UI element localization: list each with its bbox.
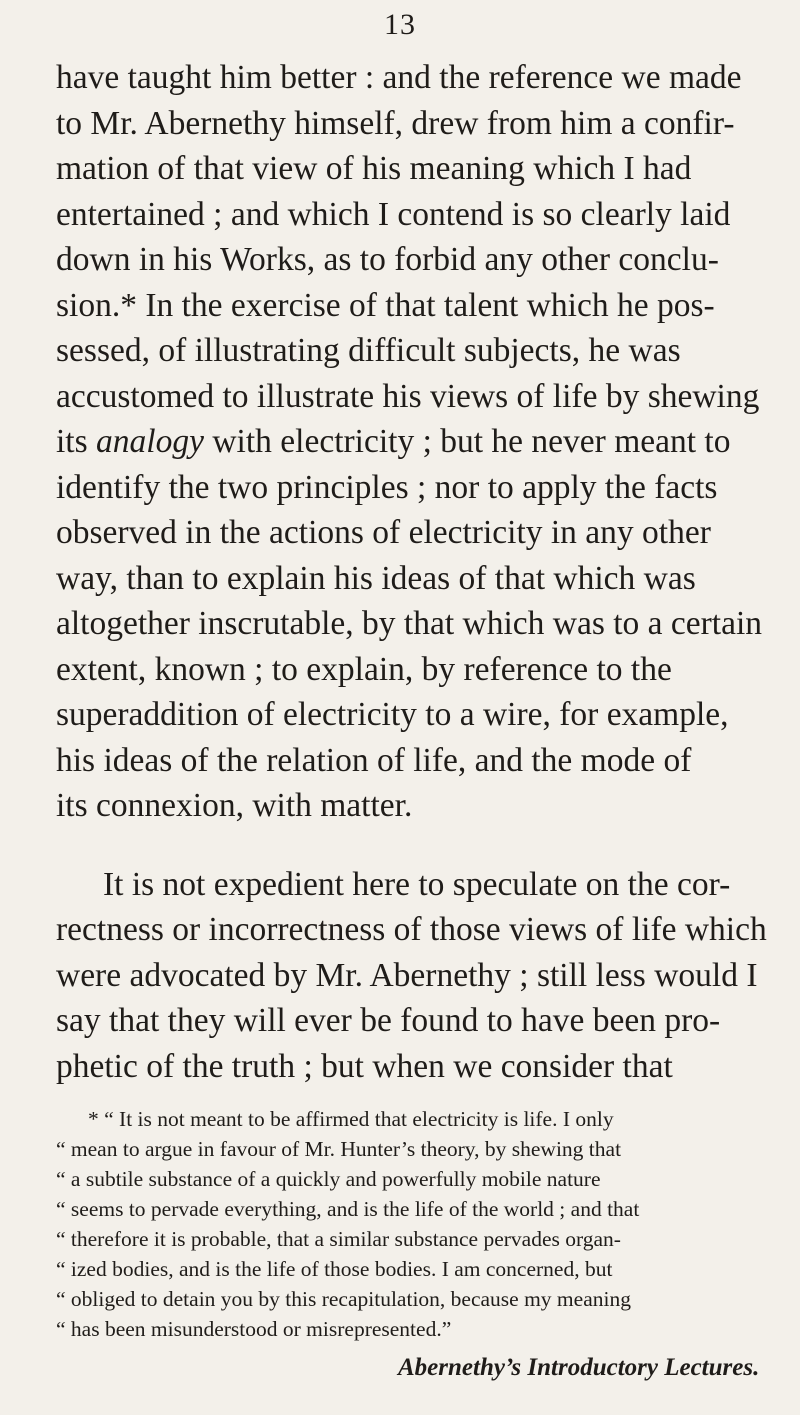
footnote-line: “ therefore it is probable, that a similar substance pervades organ- xyxy=(56,1227,621,1251)
text-line: down in his Works, as to forbid any other conclu- xyxy=(56,241,719,278)
footnote-line: “ has been misunderstood or misrepresented.” xyxy=(56,1317,452,1341)
text-line: phetic of the truth ; but when we consider that xyxy=(56,1048,673,1085)
text-segment: with electricity ; but he never meant to xyxy=(203,423,731,460)
page-number: 13 xyxy=(384,8,416,41)
footnote-line: * “ It is not meant to be affirmed that electricity is life. I only xyxy=(88,1107,614,1131)
text-line: rectness or incorrectness of those views of life which xyxy=(56,911,767,948)
footnote-attribution: Abernethy’s Introductory Lectures. xyxy=(398,1354,760,1381)
text-line: accustomed to illustrate his views of life by shewing xyxy=(56,378,760,415)
text-line: identify the two principles ; nor to apply the facts xyxy=(56,469,718,506)
text-line: It is not expedient here to speculate on the cor- xyxy=(103,866,731,903)
footnote-line: “ ized bodies, and is the life of those bodies. I am concerned, but xyxy=(56,1257,613,1281)
text-line: superaddition of electricity to a wire, for example, xyxy=(56,696,729,733)
text-segment: its xyxy=(56,423,97,460)
footnote-line: “ obliged to detain you by this recapitulation, because my meaning xyxy=(56,1287,631,1311)
text-line-with-emphasis xyxy=(56,422,730,462)
footnote-line: “ seems to pervade everything, and is the life of the world ; and that xyxy=(56,1197,640,1221)
text-line: to Mr. Abernethy himself, drew from him a confir- xyxy=(56,105,735,142)
text-line: its connexion, with matter. xyxy=(56,787,413,824)
text-line: way, than to explain his ideas of that which was xyxy=(56,560,696,597)
text-line: observed in the actions of electricity in any other xyxy=(56,514,711,551)
text-line: altogether inscrutable, by that which was to a certain xyxy=(56,605,763,642)
text-line: mation of that view of his meaning which I had xyxy=(56,150,692,187)
text-line: sion.* In the exercise of that talent which he pos- xyxy=(56,287,715,324)
text-line: entertained ; and which I contend is so clearly laid xyxy=(56,196,731,233)
text-line: say that they will ever be found to have been pro- xyxy=(56,1002,721,1039)
text-line: have taught him better : and the reference we made xyxy=(56,59,742,96)
footnote-line: “ mean to argue in favour of Mr. Hunter’s theory, by shewing that xyxy=(56,1137,622,1161)
text-line: sessed, of illustrating difficult subjects, he was xyxy=(56,332,681,369)
text-line: his ideas of the relation of life, and the mode of xyxy=(56,742,692,779)
text-line: were advocated by Mr. Abernethy ; still less would I xyxy=(56,957,758,994)
footnote-line: “ a subtile substance of a quickly and powerfully mobile nature xyxy=(56,1167,601,1191)
emphasized-word: analogy xyxy=(96,423,204,460)
text-line: extent, known ; to explain, by reference to the xyxy=(56,651,672,688)
